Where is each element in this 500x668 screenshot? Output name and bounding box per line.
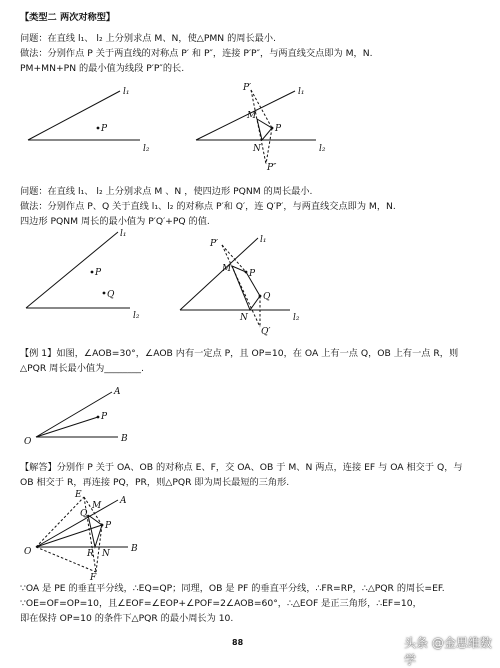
fig4-label-l1: l₁ [260,235,267,245]
fig6-label-p: P [105,521,112,531]
problem1-result: PM+MN+PN 的最小值为线段 P′P″的长. [20,63,185,74]
example-line2: △PQR 周长最小值为________. [20,363,144,374]
fig2-label-m: M [247,111,257,121]
example-line1: 【例 1】如图，∠AOB=30°，∠AOB 内有一定点 P，且 OP=10，在 OA 上有一点 Q，OB 上有一点 R，则 [20,348,459,359]
fig2-label-p: P [275,124,282,134]
fig5-segment-op [36,417,98,437]
fig3-label-l1: l₁ [120,229,127,239]
section-heading: 【类型二 两次对称型】 [20,12,116,23]
fig4-label-n: N [240,313,248,323]
figure-5 [24,387,128,447]
problem1-method: 做法：分别作点 P 关于两直线的对称点 P′ 和 P″，连接 P′P″，与两直线交点即为 M，N. [20,48,373,59]
fig6-triangle-pqr [88,515,102,547]
fig5-label-p: P [101,412,108,422]
fig2-segment-p1p [251,90,272,128]
fig6-label-f: F [90,573,97,583]
conclusion-line3: 即在保持 OP=10 的条件下△PQR 的最小周长为 10. [20,613,234,624]
fig5-label-o: O [24,437,32,447]
fig2-label-n: N [253,144,261,154]
fig6-point-p [101,524,104,527]
fig1-label-l2: l₂ [143,144,150,154]
figure-2 [196,83,326,173]
page-number: 88 [232,638,244,647]
figure-1 [28,87,150,154]
fig3-label-p: P [95,268,102,278]
fig3-line-l1 [26,232,118,308]
fig4-point-q [259,295,262,298]
fig5-label-a: A [114,387,121,397]
fig6-label-q: Q [80,509,88,519]
fig6-label-a: A [120,496,127,506]
fig1-label-l1: l₁ [123,87,130,97]
fig6-label-m: M [92,501,102,511]
fig3-label-l2: l₂ [133,311,140,321]
fig1-point-p [97,127,100,130]
fig4-label-p1: P′ [210,239,219,249]
fig2-point-p [271,127,274,130]
conclusion-line2: ∵OE=OF=OP=10，且∠EOF=∠EOP+∠POF=2∠AOB=60°，∴△EOF 是正三角形，∴EF=10， [20,598,422,609]
fig6-label-r: R [87,549,94,559]
conclusion-line1: ∵OA 是 PE 的垂直平分线，∴EQ=QP；同理，OB 是 PF 的垂直平分线，∴FR=RP，∴△PQR 的周长=EF. [20,583,445,594]
fig6-label-b: B [131,544,138,554]
fig2-label-l1: l₁ [298,87,305,97]
fig2-label-l2: l₂ [319,144,326,154]
watermark: 头条 @金思维数学 [404,636,492,667]
fig4-label-q1: Q′ [261,327,271,337]
fig4-point-p [245,271,248,274]
figure-3 [26,229,140,321]
fig2-label-p1: P′ [243,83,252,93]
fig1-label-p: P [101,124,108,134]
figure-6 [24,490,138,583]
fig2-label-p2: P″ [267,163,277,173]
fig4-label-l2: l₂ [293,313,300,323]
fig4-label-p: P [249,269,256,279]
problem2-result: 四边形 PQNM 周长的最小值为 P′Q′+PQ 的值. [20,216,210,227]
fig3-label-q: Q [107,290,115,300]
fig6-label-o: O [24,547,32,557]
problem2-question: 问题：在直线 l₁、 l₂ 上分别求点 M 、N ，使四边形 PQNM 的周长最小. [20,186,313,197]
solution-line1: 【解答】分别作 P 关于 OA、OB 的对称点 E、F，交 OA、OB 于 M、N 两点，连接 EF 与 OA 相交于 Q，与 [20,462,463,473]
fig3-point-p [91,271,94,274]
fig3-point-q [103,292,106,295]
problem2-method: 做法：分别作点 P、Q 关于直线 l₁、l₂ 的对称点 P′和 Q′，连 Q′P′，与两直线交点即为 M，N. [20,201,396,212]
fig2-triangle-pmn [257,119,272,140]
fig5-point-p [97,416,100,419]
fig4-line-l1 [180,238,258,310]
fig4-label-q: Q [263,292,271,302]
fig4-label-m: M [222,264,232,274]
solution-line2: OB 相交于 R，再连接 PQ，PR，则△PQR 即为周长最短的三角形. [20,477,290,488]
figure-4 [180,235,300,337]
fig6-label-n: N [102,549,110,559]
problem1-question: 问题：在直线 l₁、 l₂ 上分别求点 M、N，使△PMN 的周长最小. [20,33,276,44]
fig6-label-e: E [75,490,82,500]
fig5-label-b: B [121,434,128,444]
